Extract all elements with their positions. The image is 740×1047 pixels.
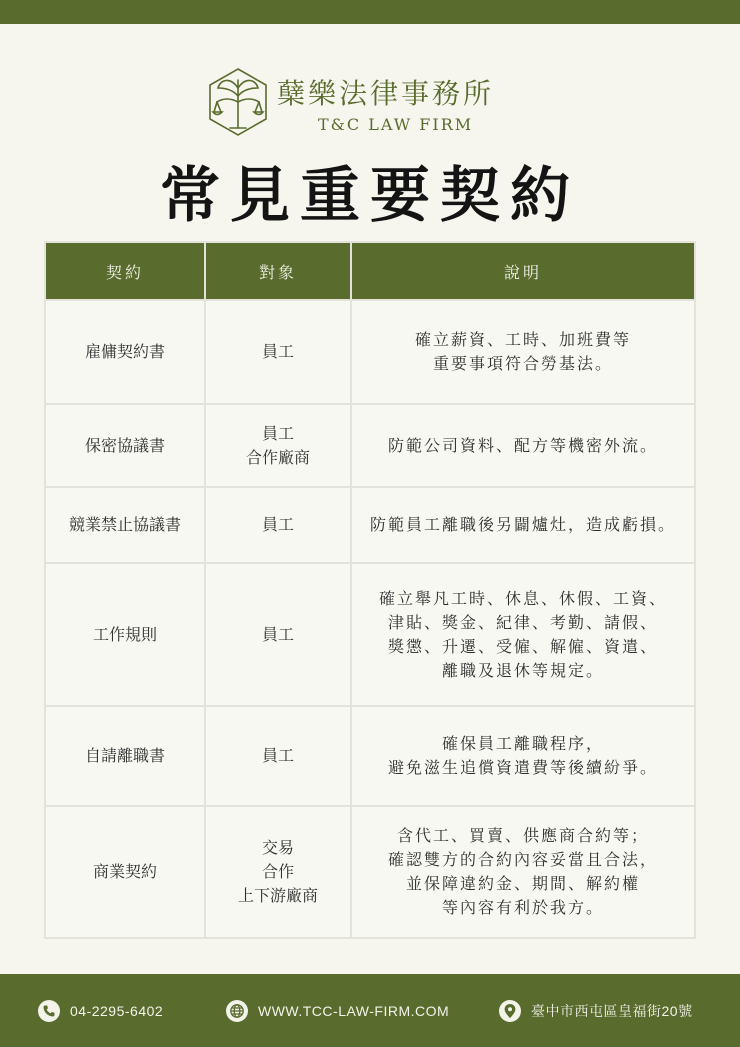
table-row	[46, 564, 694, 705]
contracts-table	[44, 241, 696, 939]
description-line: 確認雙方的合約內容妥當且合法，	[387, 850, 658, 869]
contract-name: 工作規則	[46, 564, 204, 705]
globe-icon	[226, 1000, 248, 1022]
page-title: 常見重要契約	[160, 161, 580, 231]
phone-icon	[38, 1000, 60, 1022]
contract-target	[206, 564, 350, 705]
contract-target	[206, 488, 350, 562]
description-line: 並保障違約金、期間、解約權	[405, 874, 640, 893]
header-target: 對象	[206, 243, 350, 299]
description-line: 避免滋生追償資遣費等後續紛爭。	[387, 758, 658, 777]
target-line: 合作	[261, 862, 294, 881]
description-line: 獎懲、升遷、受僱、解僱、資遣、	[387, 636, 658, 656]
location-pin-icon	[499, 1000, 521, 1022]
contract-description	[352, 564, 694, 705]
table-row	[46, 488, 694, 562]
footer-website[interactable]	[226, 1000, 449, 1022]
description-line: 防範員工離職後另闢爐灶，造成虧損。	[369, 515, 676, 534]
description-line: 確保員工離職程序，	[441, 734, 604, 753]
contract-target	[206, 405, 350, 486]
description-line: 離職及退休等規定。	[441, 660, 604, 680]
description-line: 確立薪資、工時、加班費等	[414, 330, 631, 349]
description-line: 等內容有利於我方。	[441, 898, 604, 917]
contract-name: 競業禁止協議書	[46, 488, 204, 562]
footer-address[interactable]	[499, 1000, 693, 1022]
target-line: 員工	[261, 515, 294, 534]
contract-target	[206, 807, 350, 937]
header-description: 說明	[352, 243, 694, 299]
contract-name: 保密協議書	[46, 405, 204, 486]
description-line: 防範公司資料、配方等機密外流。	[387, 435, 658, 455]
description-line: 津貼、獎金、紀律、考勤、請假、	[387, 612, 658, 632]
contract-name: 商業契約	[46, 807, 204, 937]
contract-description	[352, 707, 694, 805]
contract-name: 雇傭契約書	[46, 301, 204, 403]
target-line: 合作廠商	[245, 447, 310, 467]
footer-phone[interactable]	[38, 1000, 163, 1022]
logo-scales-icon	[205, 66, 271, 140]
target-line: 上下游廠商	[237, 886, 318, 905]
target-line: 員工	[261, 624, 294, 644]
contract-description	[352, 807, 694, 937]
top-accent-bar	[0, 0, 740, 24]
contract-name: 自請離職書	[46, 707, 204, 805]
website-url: WWW.TCC-LAW-FIRM.COM	[258, 1003, 450, 1019]
firm-logo	[205, 66, 545, 140]
target-line: 員工	[261, 342, 294, 361]
contract-target	[206, 301, 350, 403]
target-line: 交易	[261, 838, 294, 857]
target-line: 員工	[261, 746, 294, 765]
table-row	[46, 405, 694, 486]
table-row	[46, 707, 694, 805]
table-row	[46, 807, 694, 937]
target-line: 員工	[261, 423, 294, 443]
contract-description	[352, 405, 694, 486]
header-contract: 契約	[46, 243, 204, 299]
firm-name-zh: 蘖樂法律事務所	[277, 77, 495, 110]
description-line: 重要事項符合勞基法。	[432, 354, 613, 373]
description-line: 含代工、買賣、供應商合約等；	[396, 826, 649, 845]
table-row	[46, 301, 694, 403]
description-line: 確立舉凡工時、休息、休假、工資、	[378, 588, 667, 608]
firm-name-en: T&C LAW FIRM	[318, 115, 474, 134]
contract-description	[352, 488, 694, 562]
footer-bar	[0, 974, 740, 1047]
contract-description	[352, 301, 694, 403]
phone-number: 04-2295-6402	[70, 1003, 164, 1019]
table-header-row	[46, 243, 694, 299]
address-text: 臺中市西屯區皇福街20號	[531, 1003, 693, 1019]
contract-target	[206, 707, 350, 805]
